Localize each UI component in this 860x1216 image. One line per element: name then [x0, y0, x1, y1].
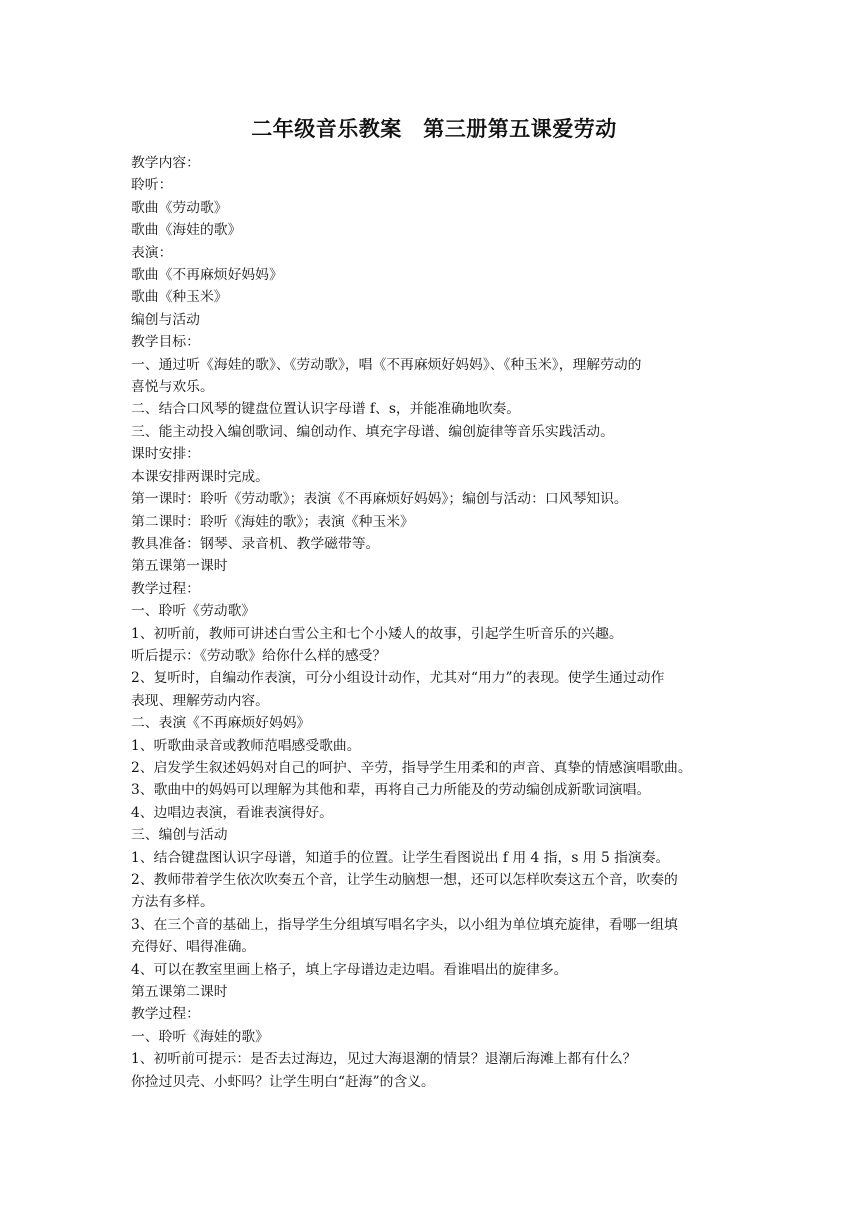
- text-line: 充得好、唱得准确。: [131, 939, 256, 956]
- text-line: 1、听歌曲录音或教师范唱感受歌曲。: [131, 737, 361, 754]
- text-line: 歌曲《种玉米》: [131, 289, 228, 306]
- text-line: 3、在三个音的基础上，指导学生分组填写唱名字头，以小组为单位填充旋律，看哪一组填: [131, 916, 678, 933]
- document-page: [131, 112, 737, 1093]
- text-line: 第五课第二课时: [131, 984, 228, 1001]
- text-line: 课时安排：: [131, 446, 200, 463]
- text-line: 一、聆听《劳动歌》: [131, 603, 256, 620]
- text-line: 2、教师带着学生依次吹奏五个音，让学生动脑想一想，还可以怎样吹奏这五个音，吹奏的: [131, 872, 678, 888]
- text-line: 聆听：: [131, 177, 173, 194]
- text-line: 听后提示：《劳动歌》给你什么样的感受？: [131, 647, 387, 664]
- text-line: 3、歌曲中的妈妈可以理解为其他和辈，再将自己力所能及的劳动编创成新歌词演唱。: [131, 782, 651, 799]
- text-line: 教具准备：钢琴、录音机、教学磁带等。: [131, 535, 380, 552]
- text-line: 教学过程：: [131, 580, 200, 597]
- text-line: 歌曲《劳动歌》: [131, 199, 228, 216]
- document-title: 二年级音乐教案 第三册第五课爱劳动: [251, 116, 617, 141]
- text-line: 4、边唱边表演，看谁表演得好。: [131, 804, 333, 821]
- text-line: 2、启发学生叙述妈妈对自己的呵护、辛劳，指导学生用柔和的声音、真挚的情感演唱歌曲。: [131, 759, 692, 776]
- text-line: 二、结合口风琴的键盘位置认识字母谱 f、s，并能准确地吹奏。: [131, 401, 521, 418]
- text-line: 表演：: [131, 244, 173, 261]
- text-line: 教学过程：: [131, 1006, 200, 1023]
- text-line: 第五课第一课时: [131, 558, 228, 575]
- text-line: 歌曲《海娃的歌》: [131, 222, 242, 239]
- text-line: 4、可以在教室里画上格子，填上字母谱边走边唱。看谁唱出的旋律多。: [131, 961, 568, 978]
- text-line: 1、结合键盘图认识字母谱，知道手的位置。让学生看图说出 f 用 4 指，s 用 5 指演奏。: [131, 849, 670, 866]
- text-line: 喜悦与欢乐。: [131, 379, 214, 396]
- text-line: 一、聆听《海娃的歌》: [131, 1028, 269, 1045]
- text-line: 表现、理解劳动内容。: [131, 692, 269, 709]
- text-line: 你捡过贝壳、小虾吗？让学生明白“赶海”的含义。: [131, 1073, 435, 1090]
- text-line: 第二课时：聆听《海娃的歌》；表演《种玉米》: [131, 513, 414, 530]
- document-body: [131, 152, 737, 1093]
- text-line: 三、能主动投入编创歌词、编创动作、填充字母谱、编创旋律等音乐实践活动。: [131, 423, 614, 440]
- text-line: 歌曲《不再麻烦好妈妈》: [131, 267, 283, 284]
- text-line: 方法有多样。: [131, 894, 214, 911]
- text-line: 1、初听前，教师可讲述白雪公主和七个小矮人的故事，引起学生听音乐的兴趣。: [131, 625, 623, 642]
- text-line: 第一课时：聆听《劳动歌》；表演《不再麻烦好妈妈》；编创与活动：口风琴知识。: [131, 491, 628, 508]
- text-line: 二、表演《不再麻烦好妈妈》: [131, 715, 311, 732]
- text-line: 1、初听前可提示：是否去过海边，见过大海退潮的情景？退潮后海滩上都有什么？: [131, 1051, 637, 1068]
- text-line: 一、通过听《海娃的歌》、《劳动歌》，唱《不再麻烦好妈妈》、《种玉米》，理解劳动的: [131, 356, 642, 373]
- text-line: 编创与活动: [131, 311, 200, 328]
- text-line: 三、编创与活动: [131, 827, 228, 844]
- text-line: 本课安排两课时完成。: [131, 468, 269, 485]
- text-line: 教学目标：: [131, 334, 200, 351]
- text-line: 教学内容：: [131, 155, 200, 171]
- text-line: 2、复听时，自编动作表演，可分小组设计动作，尤其对“用力”的表现。使学生通过动作: [131, 670, 665, 687]
